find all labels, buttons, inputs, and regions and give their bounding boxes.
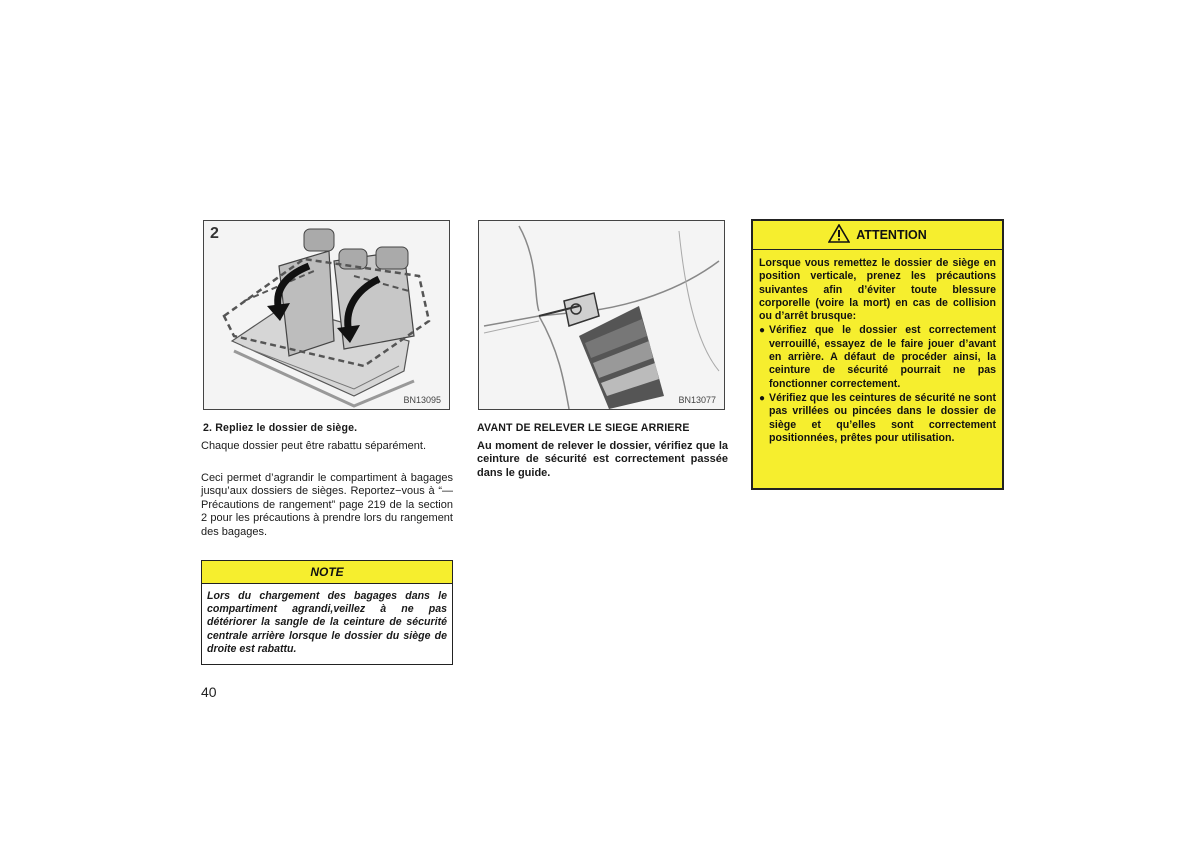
paragraph-luggage: Ceci permet d’agrandir le compartiment à bagages jusqu’aux dossiers de sièges. Reportez−vous à “—Précautions de rangement” page 219 de la section 2 pour les précautions à prendre lors du rangement des bagages. [201,472,453,538]
note-text: Lors du chargement des bagages dans le compartiment agrandi,veillez à ne pas détériorer la sangle de la ceinture de sécurité centrale arrière lorsque le dossier du siège de droite est rabattu. [207,590,447,655]
note-title: NOTE [202,561,452,584]
seatbelt-guide-illustration [479,221,724,409]
step-heading: 2. Repliez le dossier de siège. [203,422,358,434]
bullet-text: Vérifiez que les ceintures de sécurité ne sont pas vrillées ou pincées dans le dossier de siège et qu’elles sont correctement positionnées, prêtes pour utilisation. [769,391,996,444]
attention-box [751,219,1004,490]
attention-header [753,221,1002,250]
attention-body [753,250,1002,451]
note-box [201,560,453,665]
paragraph-fold-separately: Chaque dossier peut être rabattu séparément. [201,440,427,452]
attention-title: ATTENTION [856,228,927,242]
attention-intro: Lorsque vous remettez le dossier de siège en position verticale, prenez les précautions suivantes afin d’éviter toute blessure corporelle (voire la mort) en cas de collision ou d’arrêt brusque: [759,257,996,323]
figure-code: BN13095 [403,395,441,405]
list-item [759,392,996,445]
figure-seat-fold [203,220,450,410]
page-number: 40 [201,684,217,700]
section-heading: AVANT DE RELEVER LE SIEGE ARRIERE [477,422,690,434]
paragraph-seatbelt-check: Au moment de relever le dossier, vérifiez que la ceinture de sécurité est correctement passée dans le guide. [477,440,728,479]
figure-code: BN13077 [678,395,716,405]
figure-seatbelt-guide [478,220,725,410]
bullet-text: Vérifiez que le dossier est correctement verrouillé, essayez de le faire jouer d’avant en arrière. A défaut de procéder ainsi, la ceinture de sécurité pourrait ne pas fonctionner correctement. [769,324,996,390]
list-item [759,324,996,390]
bullet-icon: ● [759,392,766,404]
warning-triangle-icon [828,224,850,246]
figure-number: 2 [210,225,219,242]
bullet-icon: ● [759,325,766,337]
seat-fold-illustration [204,221,449,409]
